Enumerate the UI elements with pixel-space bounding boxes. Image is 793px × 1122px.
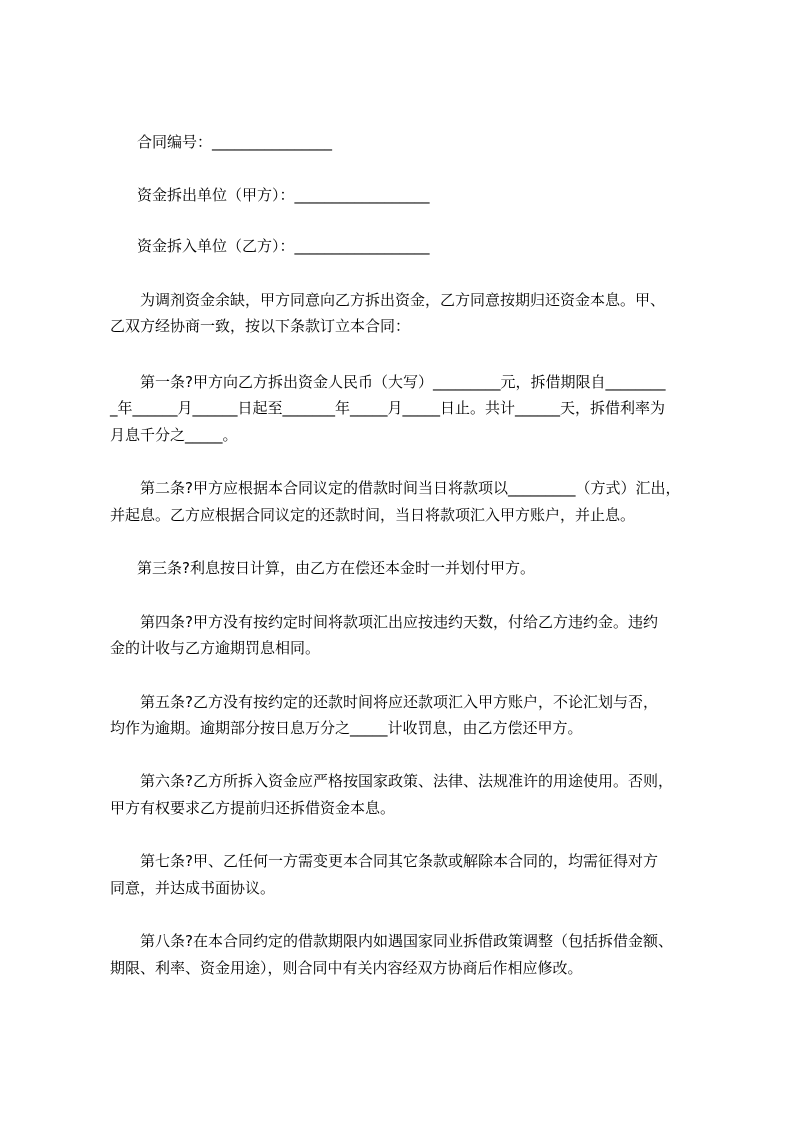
- article-3-line-1: 第三条?利息按日计算，由乙方在偿还本金时一并划付甲方。: [137, 559, 535, 577]
- article-7-line-2: 同意，并达成书面协议。: [110, 879, 276, 897]
- contract-number-line: 合同编号：________________: [137, 133, 333, 151]
- lender-line: 资金拆出单位（甲方）：__________________: [137, 186, 430, 204]
- article-6-line-2: 甲方有权要求乙方提前归还拆借资金本息。: [110, 799, 396, 817]
- article-6-line-1: 第六条?乙方所拆入资金应严格按国家政策、法律、法规准许的用途使用。否则，: [140, 772, 673, 790]
- article-1-line-3: 月息千分之_____。: [110, 426, 238, 444]
- article-1-line-1: 第一条?甲方向乙方拆出资金人民币（大写）_________元，拆借期限自________: [140, 373, 666, 391]
- article-2-line-2: 并起息。乙方应根据合同议定的还款时间，当日将款项汇入甲方账户，并止息。: [110, 506, 636, 524]
- article-8-line-2: 期限、利率、资金用途），则合同中有关内容经双方协商后作相应修改。: [110, 959, 583, 977]
- article-7-line-1: 第七条?甲、乙任何一方需变更本合同其它条款或解除本合同的，均需征得对方: [140, 852, 658, 870]
- article-5-line-2: 均作为逾期。逾期部分按日息万分之_____计收罚息，由乙方偿还甲方。: [110, 719, 583, 737]
- article-2-line-1: 第二条?甲方应根据本合同议定的借款时间当日将款项以_________（方式）汇出，: [140, 479, 681, 497]
- borrower-line: 资金拆入单位（乙方）：__________________: [137, 237, 430, 255]
- preamble-line-2: 乙双方经协商一致，按以下条款订立本合同：: [110, 317, 411, 335]
- preamble-line-1: 为调剂资金余缺，甲方同意向乙方拆出资金，乙方同意按期归还资金本息。甲、: [140, 291, 666, 309]
- article-1-line-2: _年______月______日起至_______年_____月_____日止。共计______天，拆借利率为: [110, 399, 666, 417]
- article-8-line-1: 第八条?在本合同约定的借款期限内如遇国家同业拆借政策调整（包括拆借金额、: [140, 932, 673, 950]
- article-4-line-2: 金的计收与乙方逾期罚息相同。: [110, 639, 321, 657]
- article-4-line-1: 第四条?甲方没有按约定时间将款项汇出应按违约天数，付给乙方违约金。违约: [140, 613, 658, 631]
- article-5-line-1: 第五条?乙方没有按约定的还款时间将应还款项汇入甲方账户，不论汇划与否，: [140, 693, 658, 711]
